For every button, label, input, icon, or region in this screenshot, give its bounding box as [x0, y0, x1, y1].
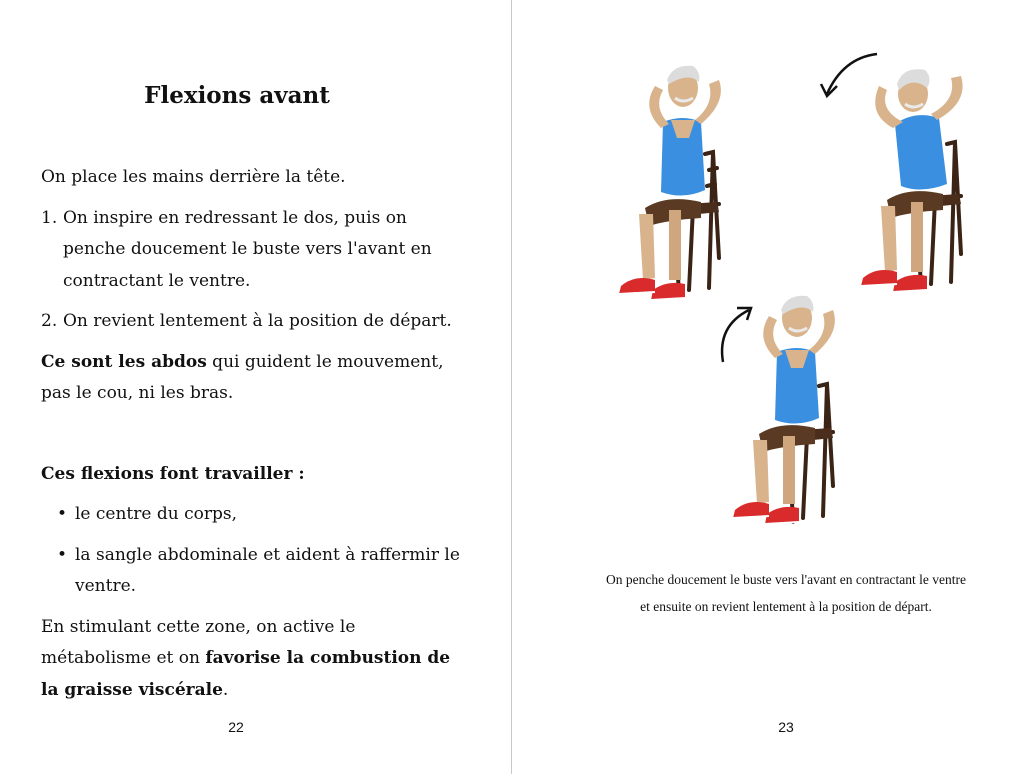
- benefits-heading: Ces flexions font travailler :: [41, 463, 305, 484]
- page-divider: [511, 0, 512, 774]
- list-item: [41, 499, 461, 531]
- benefit-text: la sangle abdominale et aident à raffermir le ventre.: [75, 544, 460, 596]
- right-page: [513, 0, 1024, 774]
- intro-paragraph: On place les mains derrière la tête.: [41, 167, 346, 187]
- step-text: On inspire en redressant le dos, puis on penche doucement le buste vers l'avant en contractant le ventre.: [63, 207, 432, 291]
- bullet: •: [57, 544, 68, 565]
- exercise-figure-upright: [597, 58, 757, 314]
- list-item: [41, 306, 461, 338]
- step-number: 2.: [41, 311, 58, 331]
- exercise-figure-forward: [809, 48, 999, 304]
- caption-line: On penche doucement le buste vers l'avant en contractant le ventre: [605, 572, 967, 587]
- page-number: 22: [228, 719, 244, 735]
- conclusion-emphasis: favorise la combustion de la graisse viscérale: [41, 648, 451, 700]
- page-number: 23: [778, 719, 794, 735]
- benefits-list: [41, 499, 461, 603]
- step-text: On revient lentement à la position de départ.: [63, 311, 452, 331]
- list-item: [41, 540, 461, 603]
- left-page: [0, 0, 511, 774]
- exercise-figure-return: [703, 290, 873, 540]
- benefit-text: le centre du corps,: [75, 504, 237, 524]
- figure-caption: [553, 566, 1019, 620]
- steps-list: [41, 203, 461, 338]
- caption-line: et ensuite on revient lentement à la position de départ.: [640, 599, 932, 614]
- abdos-rest: qui guident le mouvement, pas le cou, ni les bras.: [41, 351, 444, 403]
- page-title: Flexions avant: [144, 82, 330, 109]
- list-item: [41, 203, 461, 298]
- abdos-paragraph: [41, 347, 461, 410]
- instructions-text: [41, 162, 461, 715]
- conclusion-paragraph: En stimulant cette zone, on active le métabolisme et on favorise la combustion de la graisse viscérale.: [41, 616, 451, 700]
- step-number: 1.: [41, 207, 58, 228]
- abdos-emphasis: Ce sont les abdos: [41, 351, 207, 372]
- bullet: •: [57, 504, 68, 524]
